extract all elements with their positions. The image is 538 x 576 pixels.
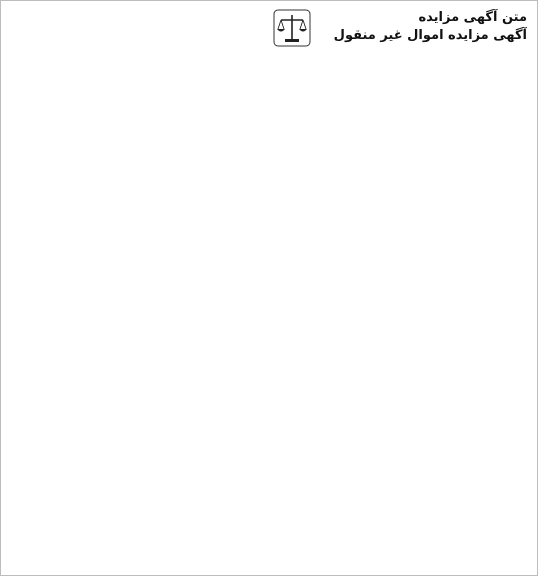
judiciary-scales-icon	[273, 9, 311, 47]
notice-subtitle: آگهی مزایده اموال غیر منقول	[333, 28, 527, 43]
notice-column-left	[9, 9, 266, 565]
notice-header	[271, 9, 527, 49]
notice-column-right	[271, 9, 527, 565]
notice-title: متن آگهی مزایده	[418, 10, 527, 25]
